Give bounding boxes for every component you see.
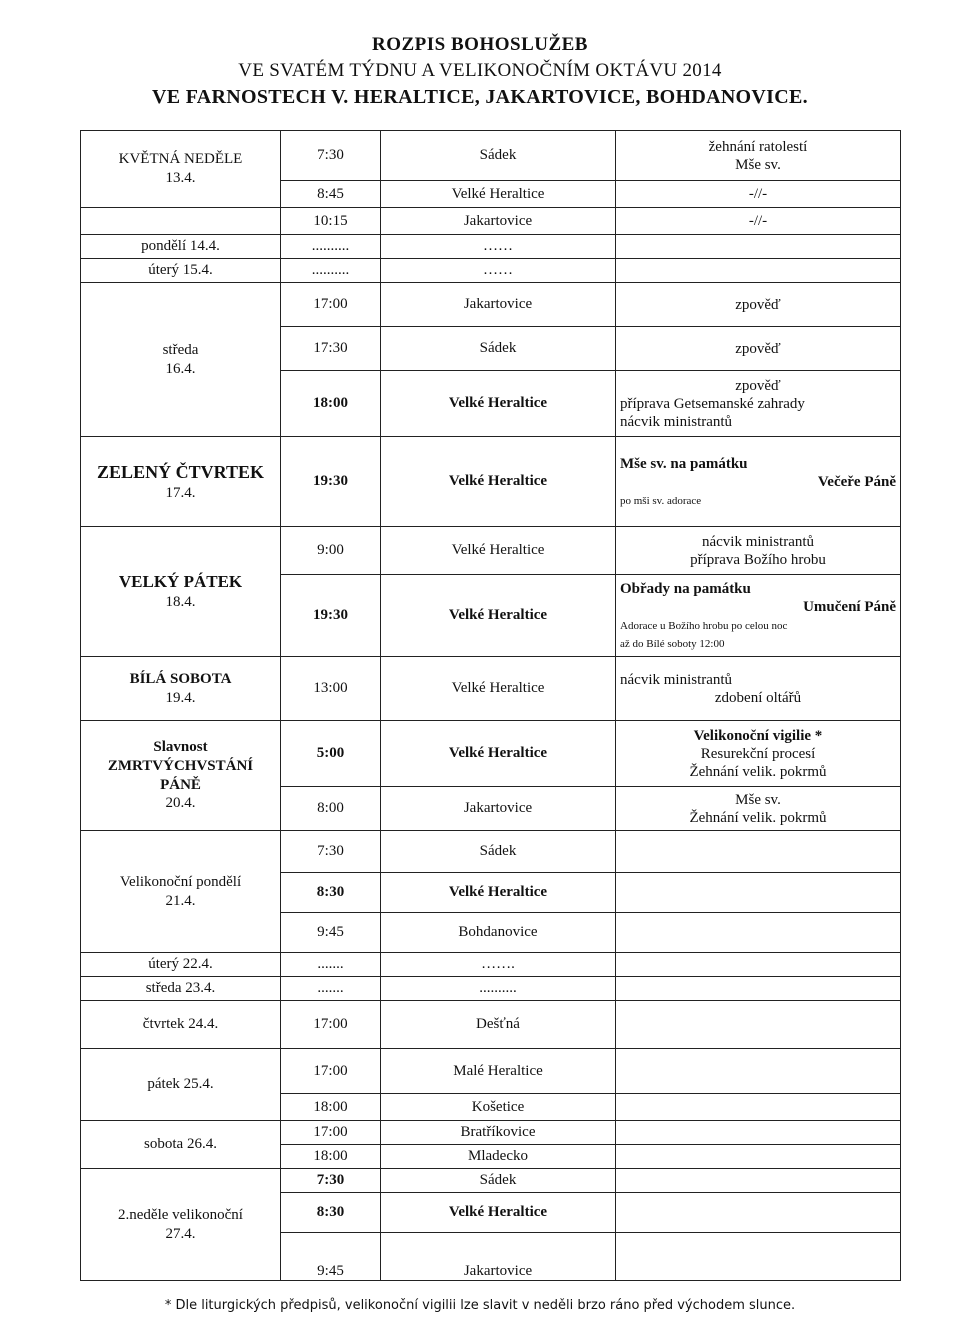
note-text: -//- [748,213,768,229]
note-cell [616,1233,901,1281]
day-name: 2.neděle velikonoční [118,1206,243,1223]
place-cell: Bratříkovice [381,1121,616,1145]
day-cell [81,208,281,235]
title-line-2: VE SVATÉM TÝDNU A VELIKONOČNÍM OKTÁVU 2014 [238,60,722,81]
day-date: 17.4. [165,484,196,501]
place-cell: Jakartovice [381,283,616,327]
note-text: zdobení oltářů [714,689,802,706]
note-cell [616,235,901,259]
time-cell: 7:30 [281,831,381,873]
day-date: 20.4. [165,795,196,812]
place-cell: Malé Heraltice [381,1049,616,1094]
note-text: Umučení Páně [803,598,896,615]
day-cell [81,527,281,657]
day-name: středa [162,341,199,358]
note-cell [616,1193,901,1233]
note-cell [616,283,901,327]
time-cell: 9:00 [281,527,381,575]
time-cell: 19:30 [281,437,381,527]
time-cell: 19:30 [281,575,381,657]
day-name: ZELENÝ ČTVRTEK [97,461,264,482]
place-cell: Bohdanovice [381,913,616,953]
note-cell [616,721,901,787]
note-text: nácvik ministrantů [701,533,815,550]
note-text: Mše sv. na památku [620,455,748,472]
table-row [81,235,901,259]
time-cell: 10:15 [281,208,381,235]
time-cell: 8:30 [281,873,381,913]
note-cell [616,131,901,181]
time-cell: 18:00 [281,1094,381,1121]
day-cell: čtvrtek 24.4. [81,1001,281,1049]
time-cell: 8:45 [281,181,381,208]
place-cell: Košetice [381,1094,616,1121]
time-cell: .......... [281,259,381,283]
table-row [81,1001,901,1049]
day-cell [81,721,281,831]
table-row [81,527,901,575]
note-text: Obřady na památku [620,580,751,597]
note-cell [616,1169,901,1193]
day-name: VELKÝ PÁTEK [118,572,243,592]
place-cell: ……. [381,953,616,977]
note-text: Žehnání velik. pokrmů [689,763,827,780]
note-cell [616,371,901,437]
day-date: 19.4. [165,689,196,706]
note-cell [616,181,901,208]
time-cell: 17:00 [281,283,381,327]
time-cell: 8:30 [281,1193,381,1233]
day-name: ZMRTVÝCHVSTÁNÍ [107,757,254,774]
time-cell: 5:00 [281,721,381,787]
day-date: 27.4. [165,1225,196,1242]
note-cell [616,1094,901,1121]
table-row [81,953,901,977]
note-text: Resurekční procesí [700,745,816,762]
time-cell: 18:00 [281,1145,381,1169]
note-cell [616,259,901,283]
note-cell [616,327,901,371]
note-text: příprava Getsemanské zahrady [620,395,805,412]
time-cell: ....... [281,953,381,977]
day-cell: sobota 26.4. [81,1121,281,1169]
day-cell [81,1169,281,1281]
document-header [0,34,960,109]
place-cell: Jakartovice [381,787,616,831]
table-row [81,1169,901,1193]
note-cell [616,977,901,1001]
day-cell: pátek 25.4. [81,1049,281,1121]
time-cell: 17:00 [281,1049,381,1094]
place-cell: Sádek [381,131,616,181]
day-cell [81,831,281,953]
note-cell [616,1049,901,1094]
time-cell: 8:00 [281,787,381,831]
place-cell: Velké Heraltice [381,371,616,437]
note-cell [616,913,901,953]
note-text: žehnání ratolestí [708,138,808,155]
note-text: -//- [748,186,768,202]
table-row [81,208,901,235]
note-cell [616,831,901,873]
note-cell [616,1121,901,1145]
day-cell: pondělí 14.4. [81,235,281,259]
note-text: Žehnání velik. pokrmů [689,809,827,826]
note-text: zpověď [735,377,781,394]
day-date: 13.4. [165,170,196,186]
note-text: zpověď [735,340,781,357]
place-cell: Jakartovice [381,1233,616,1281]
note-text: nácvik ministrantů [620,671,733,688]
day-cell: úterý 22.4. [81,953,281,977]
day-name: BÍLÁ SOBOTA [129,670,232,687]
place-cell: Velké Heraltice [381,721,616,787]
day-cell: středa 23.4. [81,977,281,1001]
note-cell [616,873,901,913]
day-date: 18.4. [165,594,196,610]
place-cell: Sádek [381,327,616,371]
day-date: 21.4. [165,892,196,909]
note-text: až do Bílé soboty 12:00 [620,637,725,650]
table-row [81,259,901,283]
table-row [81,977,901,1001]
day-cell [81,437,281,527]
note-cell [616,787,901,831]
note-text: Mše sv. [735,791,781,808]
note-text: příprava Božího hrobu [690,551,826,568]
place-cell: Dešťná [381,1001,616,1049]
day-cell [81,283,281,437]
time-cell: 7:30 [281,1169,381,1193]
place-cell: Velké Heraltice [381,657,616,721]
time-cell: 18:00 [281,371,381,437]
note-cell [616,953,901,977]
place-cell: Jakartovice [381,208,616,235]
time-cell: ....... [281,977,381,1001]
place-cell: …… [381,235,616,259]
note-text: Večeře Páně [817,473,896,490]
time-cell: .......... [281,235,381,259]
place-cell: Velké Heraltice [381,437,616,527]
note-cell [616,1001,901,1049]
table-row [81,437,901,527]
table-row [81,1121,901,1145]
place-cell: Velké Heraltice [381,181,616,208]
day-name: Slavnost [153,739,208,755]
schedule-table [80,130,901,1281]
time-cell: 7:30 [281,131,381,181]
note-text: nácvik ministrantů [620,413,733,430]
note-text: Velikonoční vigilie * [693,727,823,744]
note-cell [616,657,901,721]
day-name: Velikonoční pondělí [119,873,242,890]
note-cell [616,437,901,527]
place-cell: Velké Heraltice [381,873,616,913]
place-cell: Velké Heraltice [381,575,616,657]
day-cell [81,131,281,208]
day-cell [81,657,281,721]
time-cell: 13:00 [281,657,381,721]
footnote: * Dle liturgických předpisů, velikonoční vigilii lze slavit v neděli brzo ráno před východem slunce. [164,1298,796,1313]
note-cell [616,208,901,235]
table-row [81,721,901,787]
table-row [81,131,901,181]
day-name: PÁNĚ [160,776,201,793]
day-cell: úterý 15.4. [81,259,281,283]
title-line-3: VE FARNOSTECH V. HERALTICE, JAKARTOVICE, BOHDANOVICE. [152,86,808,108]
place-cell: …… [381,259,616,283]
place-cell: Sádek [381,1169,616,1193]
table-row [81,1049,901,1094]
place-cell: Velké Heraltice [381,1193,616,1233]
time-cell: 17:00 [281,1121,381,1145]
time-cell: 17:00 [281,1001,381,1049]
place-cell: Velké Heraltice [381,527,616,575]
time-cell: 17:30 [281,327,381,371]
place-cell: Mladecko [381,1145,616,1169]
place-cell: .......... [381,977,616,1001]
day-name: KVĚTNÁ NEDĚLE [118,151,243,168]
note-text: Mše sv. [735,156,781,173]
table-row [81,657,901,721]
note-cell [616,527,901,575]
time-cell: 9:45 [281,1233,381,1281]
note-text: zpověď [735,296,781,313]
place-cell: Sádek [381,831,616,873]
time-cell: 9:45 [281,913,381,953]
note-cell [616,575,901,657]
table-row [81,283,901,327]
note-text: po mši sv. adorace [620,494,702,507]
table-row [81,831,901,873]
note-text: Adorace u Božího hrobu po celou noc [620,619,788,632]
title-line-1: ROZPIS BOHOSLUŽEB [372,34,588,55]
note-cell [616,1145,901,1169]
day-date: 16.4. [165,360,196,377]
